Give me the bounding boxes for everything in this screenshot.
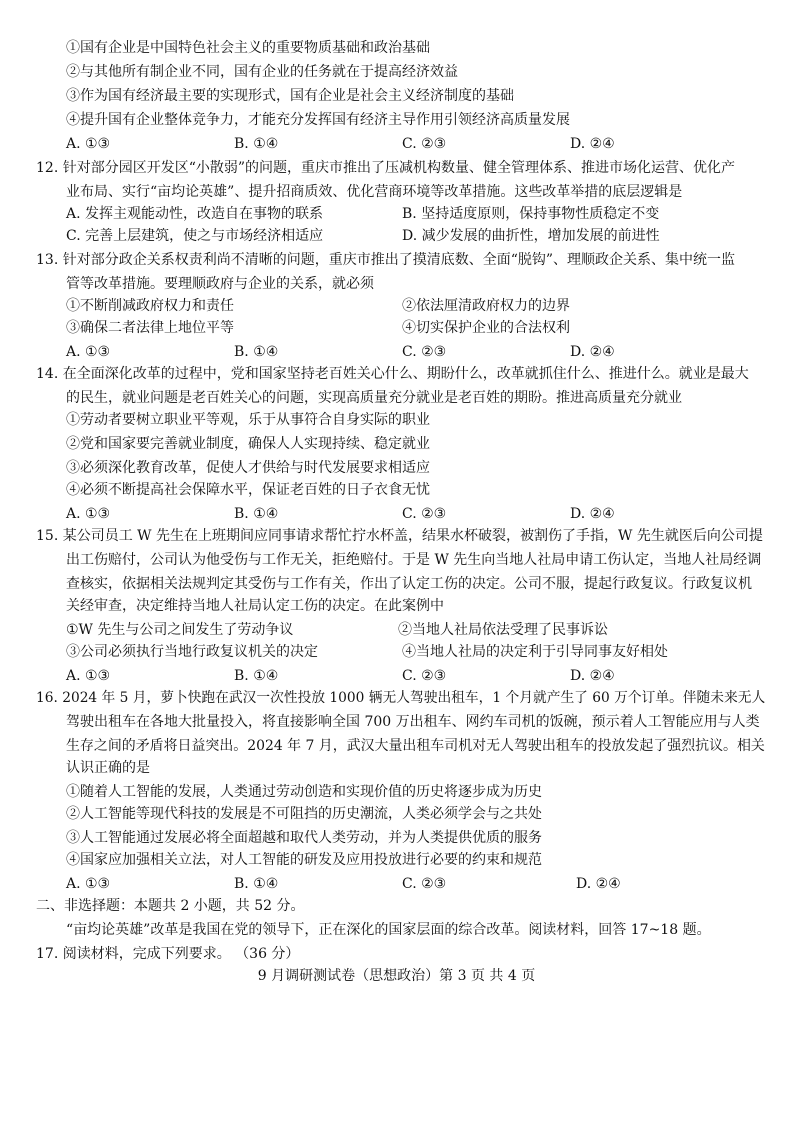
q14-item-2: ②党和国家要完善就业制度，确保人人实现持续、稳定就业	[66, 436, 430, 452]
q15-stem-2: 出工伤赔付，公司认为他受伤与工作无关，拒绝赔付。于是 W 先生向当地人社局申请工伤认定，当地人社局经调	[66, 552, 762, 568]
q16-stem-2: 驾驶出租车在各地大批量投入，将直接影响全国 700 万出租车、网约车司机的饭碗，预示着人工智能应用与人类	[66, 714, 760, 730]
q14-item-4: ④必须不断提高社会保障水平，保证老百姓的日子衣食无忧	[66, 482, 430, 498]
q15-option-b: B. ①④	[234, 668, 279, 684]
q12-option-b: B. 坚持适度原则，保持事物性质稳定不变	[402, 206, 660, 222]
q13-item-4: ④切实保护企业的合法权利	[402, 320, 570, 336]
q11-option-c: C. ②③	[402, 136, 447, 152]
q16-stem-3: 生存之间的矛盾将日益突出。2024 年 7 月，武汉大量出租车司机对无人驾驶出租车的投放发起了强烈抗议。相关	[66, 738, 765, 754]
q13-option-d: D. ②④	[570, 344, 615, 360]
q16-item-2: ②人工智能等现代科技的发展是不可阻挡的历史潮流，人类必须学会与之共处	[66, 806, 542, 822]
q12-stem-1: 12. 针对部分园区开发区“小散弱”的问题，重庆市推出了压减机构数量、健全管理体系、推进市场化运营、优化产	[36, 160, 736, 176]
q14-stem-1: 14. 在全面深化改革的过程中，党和国家坚持老百姓关心什么、期盼什么，改革就抓住什么、推进什么。就业是最大	[36, 366, 749, 382]
q11-item-3: ③作为国有经济最主要的实现形式，国有企业是社会主义经济制度的基础	[66, 88, 514, 104]
q13-item-3: ③确保二者法律上地位平等	[66, 320, 234, 336]
q15-option-a: A. ①③	[66, 668, 111, 684]
q12-option-d: D. 减少发展的曲折性，增加发展的前进性	[402, 228, 660, 244]
q16-item-3: ③人工智能通过发展必将全面超越和取代人类劳动，并为人类提供优质的服务	[66, 830, 542, 846]
page-footer: 9 月调研测试卷（思想政治）第 3 页 共 4 页	[257, 968, 536, 984]
section2-heading: 二、非选择题：本题共 2 小题，共 52 分。	[36, 898, 305, 914]
q14-stem-2: 的民生，就业问题是老百姓关心的问题，实现高质量充分就业是老百姓的期盼。推进高质量充分就业	[66, 390, 682, 406]
q14-item-3: ③必须深化教育改革，促使人才供给与时代发展要求相适应	[66, 460, 430, 476]
q16-option-c: C. ②③	[402, 876, 447, 892]
q16-item-4: ④国家应加强相关立法，对人工智能的研发及应用投放进行必要的约束和规范	[66, 852, 542, 868]
q13-stem-2: 管等改革措施。要理顺政府与企业的关系，就必须	[66, 276, 374, 292]
q13-option-c: C. ②③	[402, 344, 447, 360]
q15-item-4: ④当地人社局的决定利于引导同事友好相处	[402, 644, 668, 660]
q11-item-2: ②与其他所有制企业不同，国有企业的任务就在于提高经济效益	[66, 64, 458, 80]
q16-stem-4: 认识正确的是	[66, 760, 150, 776]
q12-option-a: A. 发挥主观能动性，改造自在事物的联系	[66, 206, 324, 222]
q15-item-3: ③公司必须执行当地行政复议机关的决定	[66, 644, 318, 660]
q16-option-b: B. ①④	[234, 876, 279, 892]
q11-item-1: ①国有企业是中国特色社会主义的重要物质基础和政治基础	[66, 40, 430, 56]
q15-item-2: ②当地人社局依法受理了民事诉讼	[398, 622, 608, 638]
q11-item-4: ④提升国有企业整体竞争力，才能充分发挥国有经济主导作用引领经济高质量发展	[66, 112, 570, 128]
q15-stem-3: 查核实，依据相关法规判定其受伤与工作有关，作出了认定工伤的决定。公司不服，提起行政复议。行政复议机	[66, 576, 752, 592]
q12-option-c: C. 完善上层建筑，使之与市场经济相适应	[66, 228, 324, 244]
q15-stem-1: 15. 某公司员工 W 先生在上班期间应同事请求帮忙拧水杯盖，结果水杯破裂，被割伤了手指，W 先生就医后向公司提	[36, 528, 763, 544]
q15-option-d: D. ②④	[570, 668, 615, 684]
q13-option-b: B. ①④	[234, 344, 279, 360]
q14-item-1: ①劳动者要树立职业平等观，乐于从事符合自身实际的职业	[66, 412, 430, 428]
q16-item-1: ①随着人工智能的发展，人类通过劳动创造和实现价值的历史将逐步成为历史	[66, 784, 542, 800]
q11-option-b: B. ①④	[234, 136, 279, 152]
q14-option-d: D. ②④	[570, 506, 615, 522]
q13-option-a: A. ①③	[66, 344, 111, 360]
q15-option-c: C. ②③	[402, 668, 447, 684]
q13-stem-1: 13. 针对部分政企关系权责利尚不清晰的问题，重庆市推出了摸清底数、全面“脱钩”、理顺政企关系、集中统一监	[36, 252, 736, 268]
q13-item-2: ②依法厘清政府权力的边界	[402, 298, 570, 314]
q16-stem-1: 16. 2024 年 5 月，萝卜快跑在武汉一次性投放 1000 辆无人驾驶出租车，1 个月就产生了 60 万个订单。伴随未来无人	[36, 690, 766, 706]
q15-item-1: ①W 先生与公司之间发生了劳动争议	[66, 622, 294, 638]
q15-stem-4: 关经审查，决定维持当地人社局认定工伤的决定。在此案例中	[66, 598, 444, 614]
section2-intro: “亩均论英雄”改革是我国在党的领导下，正在深化的国家层面的综合改革。阅读材料，回答 17~18 题。	[66, 922, 711, 938]
q14-option-a: A. ①③	[66, 506, 111, 522]
q16-option-a: A. ①③	[66, 876, 111, 892]
q13-item-1: ①不断削减政府权力和责任	[66, 298, 234, 314]
q11-option-d: D. ②④	[570, 136, 615, 152]
q16-option-d: D. ②④	[576, 876, 621, 892]
q11-option-a: A. ①③	[66, 136, 111, 152]
q14-option-c: C. ②③	[402, 506, 447, 522]
q17-stem: 17. 阅读材料，完成下列要求。 （36 分）	[36, 946, 300, 962]
q14-option-b: B. ①④	[234, 506, 279, 522]
q12-stem-2: 业布局、实行“亩均论英雄”、提升招商质效、优化营商环境等改革措施。这些改革举措的底层逻辑是	[66, 184, 683, 200]
